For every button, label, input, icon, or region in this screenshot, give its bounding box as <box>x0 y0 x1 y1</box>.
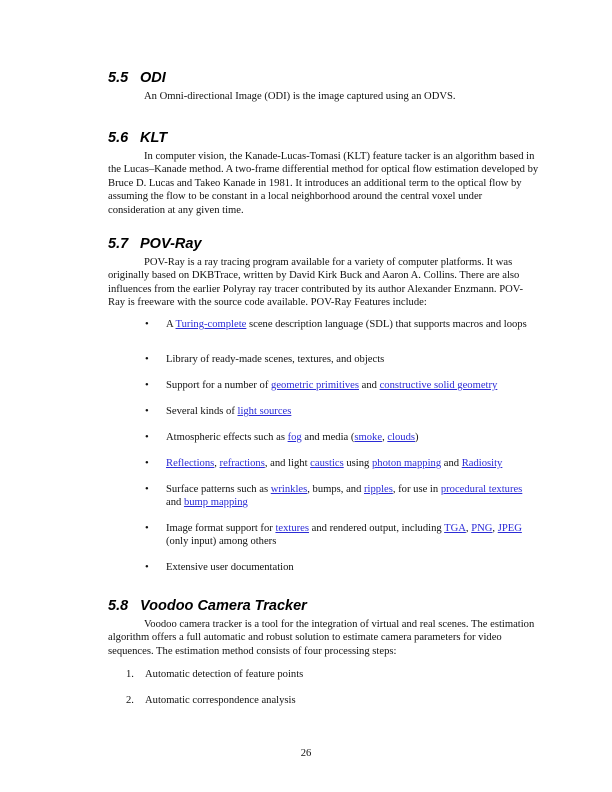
wiki-link[interactable]: Turing-complete <box>175 319 247 330</box>
feature-list-item <box>145 431 540 444</box>
wiki-link[interactable]: smoke <box>354 432 383 443</box>
bullet-icon: • <box>145 484 149 495</box>
feature-list-item <box>145 522 540 549</box>
feature-list-item <box>145 483 540 510</box>
text-run: Extensive user documentation <box>166 562 294 573</box>
section-heading-klt <box>108 130 167 146</box>
feature-text <box>166 353 540 366</box>
wiki-link[interactable]: geometric primitives <box>271 380 360 391</box>
step-list-item <box>126 668 540 681</box>
text-run: Several kinds of <box>166 406 238 417</box>
section-title: KLT <box>140 130 168 146</box>
wiki-link[interactable]: light sources <box>237 406 292 417</box>
text-run: and <box>359 380 380 391</box>
wiki-link[interactable]: ripples <box>364 484 393 495</box>
section-number: 5.8 <box>108 598 129 614</box>
page-number: 26 <box>300 748 312 759</box>
wiki-link[interactable]: fog <box>287 432 302 443</box>
feature-list-item <box>145 405 540 418</box>
text-run: Library of ready-made scenes, textures, and objects <box>166 354 385 365</box>
section-heading-odi <box>108 70 166 86</box>
text-run: , <box>492 523 498 534</box>
text-run: and <box>441 458 462 469</box>
section-paragraph-odi: An Omni-directional Image (ODI) is the image captured using an ODVS. <box>144 91 456 102</box>
text-run: Surface patterns such as <box>166 484 271 495</box>
wiki-link[interactable]: photon mapping <box>371 458 442 469</box>
feature-list-item <box>145 379 540 392</box>
text-run: and <box>166 497 184 509</box>
section-title: POV-Ray <box>140 236 202 252</box>
wiki-link[interactable]: procedural textures <box>440 484 523 495</box>
text-run: Atmospheric effects such as <box>166 432 288 443</box>
text-run: , <box>214 458 220 469</box>
text-run: and media ( <box>301 432 355 443</box>
wiki-link[interactable]: JPEG <box>497 523 522 534</box>
text-run: , <box>465 523 472 534</box>
bullet-icon: • <box>145 354 149 365</box>
bullet-icon: • <box>145 562 149 573</box>
text-run: A <box>166 319 176 330</box>
text-run: (only input) among others <box>166 536 277 548</box>
wiki-link[interactable]: wrinkles <box>270 484 308 495</box>
feature-text <box>166 431 540 444</box>
bullet-icon: • <box>145 406 149 417</box>
feature-list-item <box>145 457 540 470</box>
text-run: , for use in <box>392 484 441 495</box>
text-run: , <box>382 432 388 443</box>
section-paragraph-povray: POV-Ray is a ray tracing program available for a variety of computer platforms. It was originally based on DKBTrace, written by David Kirk Buck and Aaron A. Collins. There are also influences from the earlier Polyray ray tracer contributed by its author Alexander Enzmann. POV-Ray is freeware with the source code available. POV-Ray Features include: <box>108 257 523 309</box>
wiki-link[interactable]: constructive solid geometry <box>379 380 498 391</box>
feature-list-item <box>145 353 540 366</box>
wiki-link[interactable]: bump mapping <box>183 497 248 509</box>
wiki-link[interactable]: clouds <box>387 432 416 443</box>
feature-text <box>166 457 540 470</box>
text-run: , bumps, and <box>307 484 365 495</box>
feature-text <box>166 318 540 331</box>
bullet-icon: • <box>145 432 149 443</box>
section-heading-voodoo <box>108 598 307 614</box>
wiki-link[interactable]: PNG <box>471 523 493 534</box>
text-run: Image format support for <box>166 523 276 534</box>
feature-text <box>166 379 540 392</box>
text-run: Support for a number of <box>166 380 272 391</box>
feature-list-item <box>145 561 540 574</box>
step-text: Automatic detection of feature points <box>145 669 304 680</box>
step-number: 1. <box>126 669 134 680</box>
feature-list-item <box>145 318 540 331</box>
wiki-link[interactable]: refractions <box>219 458 265 469</box>
section-paragraph-voodoo: Voodoo camera tracker is a tool for the integration of virtual and real scenes. The estimation algorithm offers a full automatic and robust solution to estimate camera parameters for video sequences. The estimation method consists of four processing steps: <box>108 619 535 657</box>
bullet-icon: • <box>145 380 149 391</box>
section-title: ODI <box>140 70 166 86</box>
step-text: Automatic correspondence analysis <box>145 695 296 706</box>
section-number: 5.6 <box>108 130 129 146</box>
section-heading-povray <box>108 236 202 252</box>
text-run: and rendered output, including <box>308 523 445 534</box>
wiki-link[interactable]: caustics <box>310 458 344 469</box>
feature-text <box>166 483 540 510</box>
section-number: 5.7 <box>108 236 129 252</box>
text-run: ) <box>415 432 419 443</box>
text-run: using <box>343 458 372 469</box>
step-number: 2. <box>126 695 134 706</box>
text-run: scene description language (SDL) that supports macros and loops <box>246 319 527 330</box>
wiki-link[interactable]: textures <box>275 523 309 534</box>
feature-text <box>166 405 540 418</box>
bullet-icon: • <box>145 523 149 534</box>
bullet-icon: • <box>145 319 149 330</box>
section-title: Voodoo Camera Tracker <box>140 598 307 614</box>
wiki-link[interactable]: Radiosity <box>461 458 503 469</box>
step-list-item <box>126 694 540 707</box>
text-run: , and light <box>264 458 311 469</box>
wiki-link[interactable]: Reflections <box>166 458 215 469</box>
bullet-icon: • <box>145 458 149 469</box>
feature-text <box>166 561 540 574</box>
section-paragraph-klt: In computer vision, the Kanade-Lucas-Tomasi (KLT) feature tacker is an algorithm based in the Lucas–Kanade method. A two-frame differential method for optical flow estimation developed by Bruce D. Lucas and Takeo Kanade in 1981. It introduces an additional term to the optical flow by assuming the flow to be constant in a local neighborhood around the central voxel under consideration at any given time. <box>108 151 539 216</box>
feature-text <box>166 522 540 549</box>
section-number: 5.5 <box>108 70 129 86</box>
wiki-link[interactable]: TGA <box>444 523 466 534</box>
